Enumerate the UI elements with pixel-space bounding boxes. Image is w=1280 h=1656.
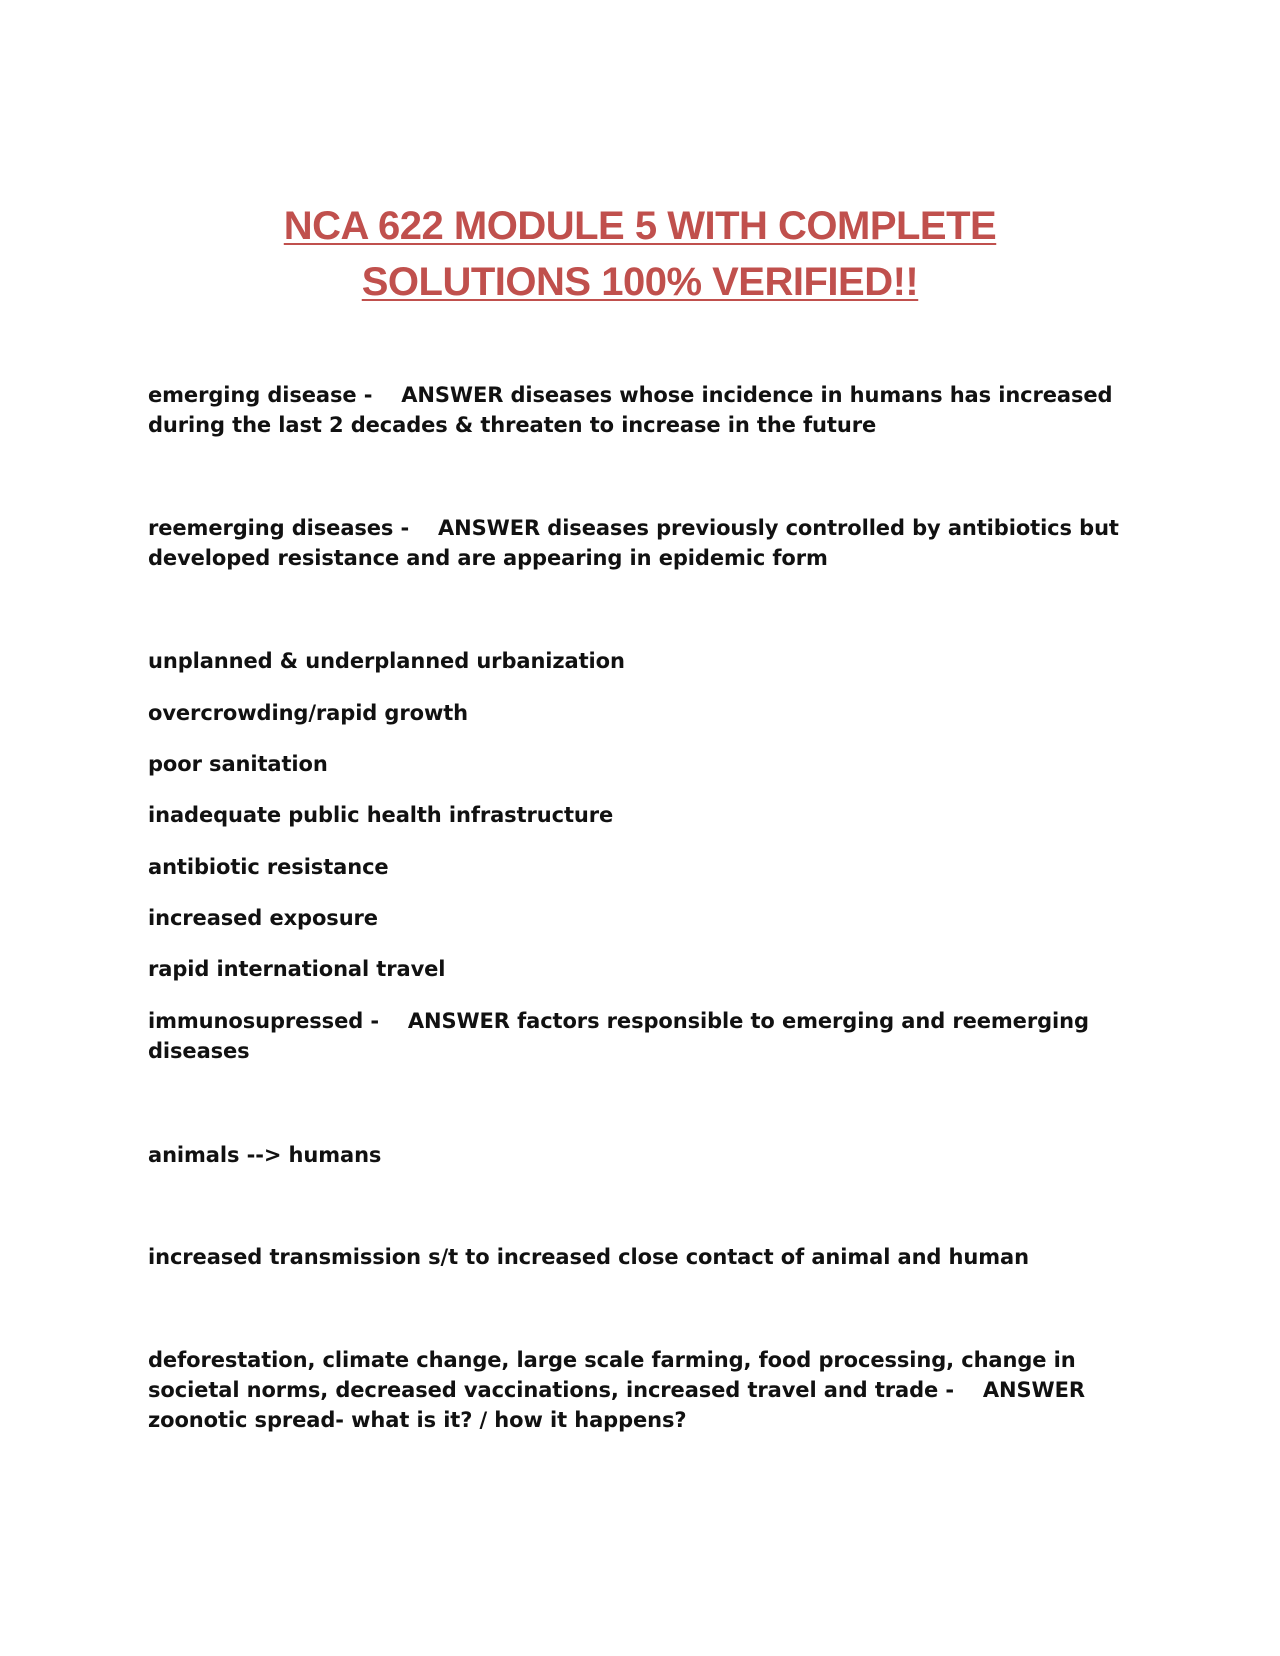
entry-immunosupressed — [148, 1006, 1138, 1066]
entry-answer: ANSWER diseases previously controlled by antibiotics but developed resistance and are appearing in epidemic form — [148, 516, 1127, 570]
entry-emerging-disease — [148, 380, 1138, 440]
entry-term: reemerging diseases - — [148, 516, 410, 540]
entry-term: emerging disease - — [148, 383, 373, 407]
factor-item: unplanned & underplanned urbanization — [148, 649, 625, 673]
entry-term: deforestation, climate change, large scale farming, food processing, change in societal norms, decreased vaccinations, increased travel and trade - — [148, 1348, 1083, 1402]
factor-item: increased exposure — [148, 906, 378, 930]
factor-item: antibiotic resistance — [148, 855, 389, 879]
factor-item: inadequate public health infrastructure — [148, 803, 614, 827]
entry-zoonotic-spread — [148, 1345, 1148, 1435]
entry-answer: ANSWER zoonotic spread- what is it? / how it happens? — [148, 1378, 1093, 1432]
entry-answer: ANSWER factors responsible to emerging and reemerging diseases — [148, 1009, 1097, 1063]
title-line-2: SOLUTIONS 100% VERIFIED!! — [361, 260, 919, 304]
line-increased-transmission: increased transmission s/t to increased close contact of animal and human — [148, 1245, 1029, 1269]
line-animals-humans: animals --> humans — [148, 1143, 382, 1167]
title-line-1: NCA 622 MODULE 5 WITH COMPLETE — [283, 204, 997, 248]
factor-item: rapid international travel — [148, 957, 446, 981]
factor-item: overcrowding/rapid growth — [148, 701, 469, 725]
entry-term: immunosupressed - — [148, 1009, 379, 1033]
entry-answer: ANSWER diseases whose incidence in humans has increased during the last 2 decades & threaten to increase in the future — [148, 383, 1120, 437]
document-title — [150, 198, 1130, 310]
factor-item: poor sanitation — [148, 752, 328, 776]
entry-reemerging-diseases — [148, 513, 1138, 573]
